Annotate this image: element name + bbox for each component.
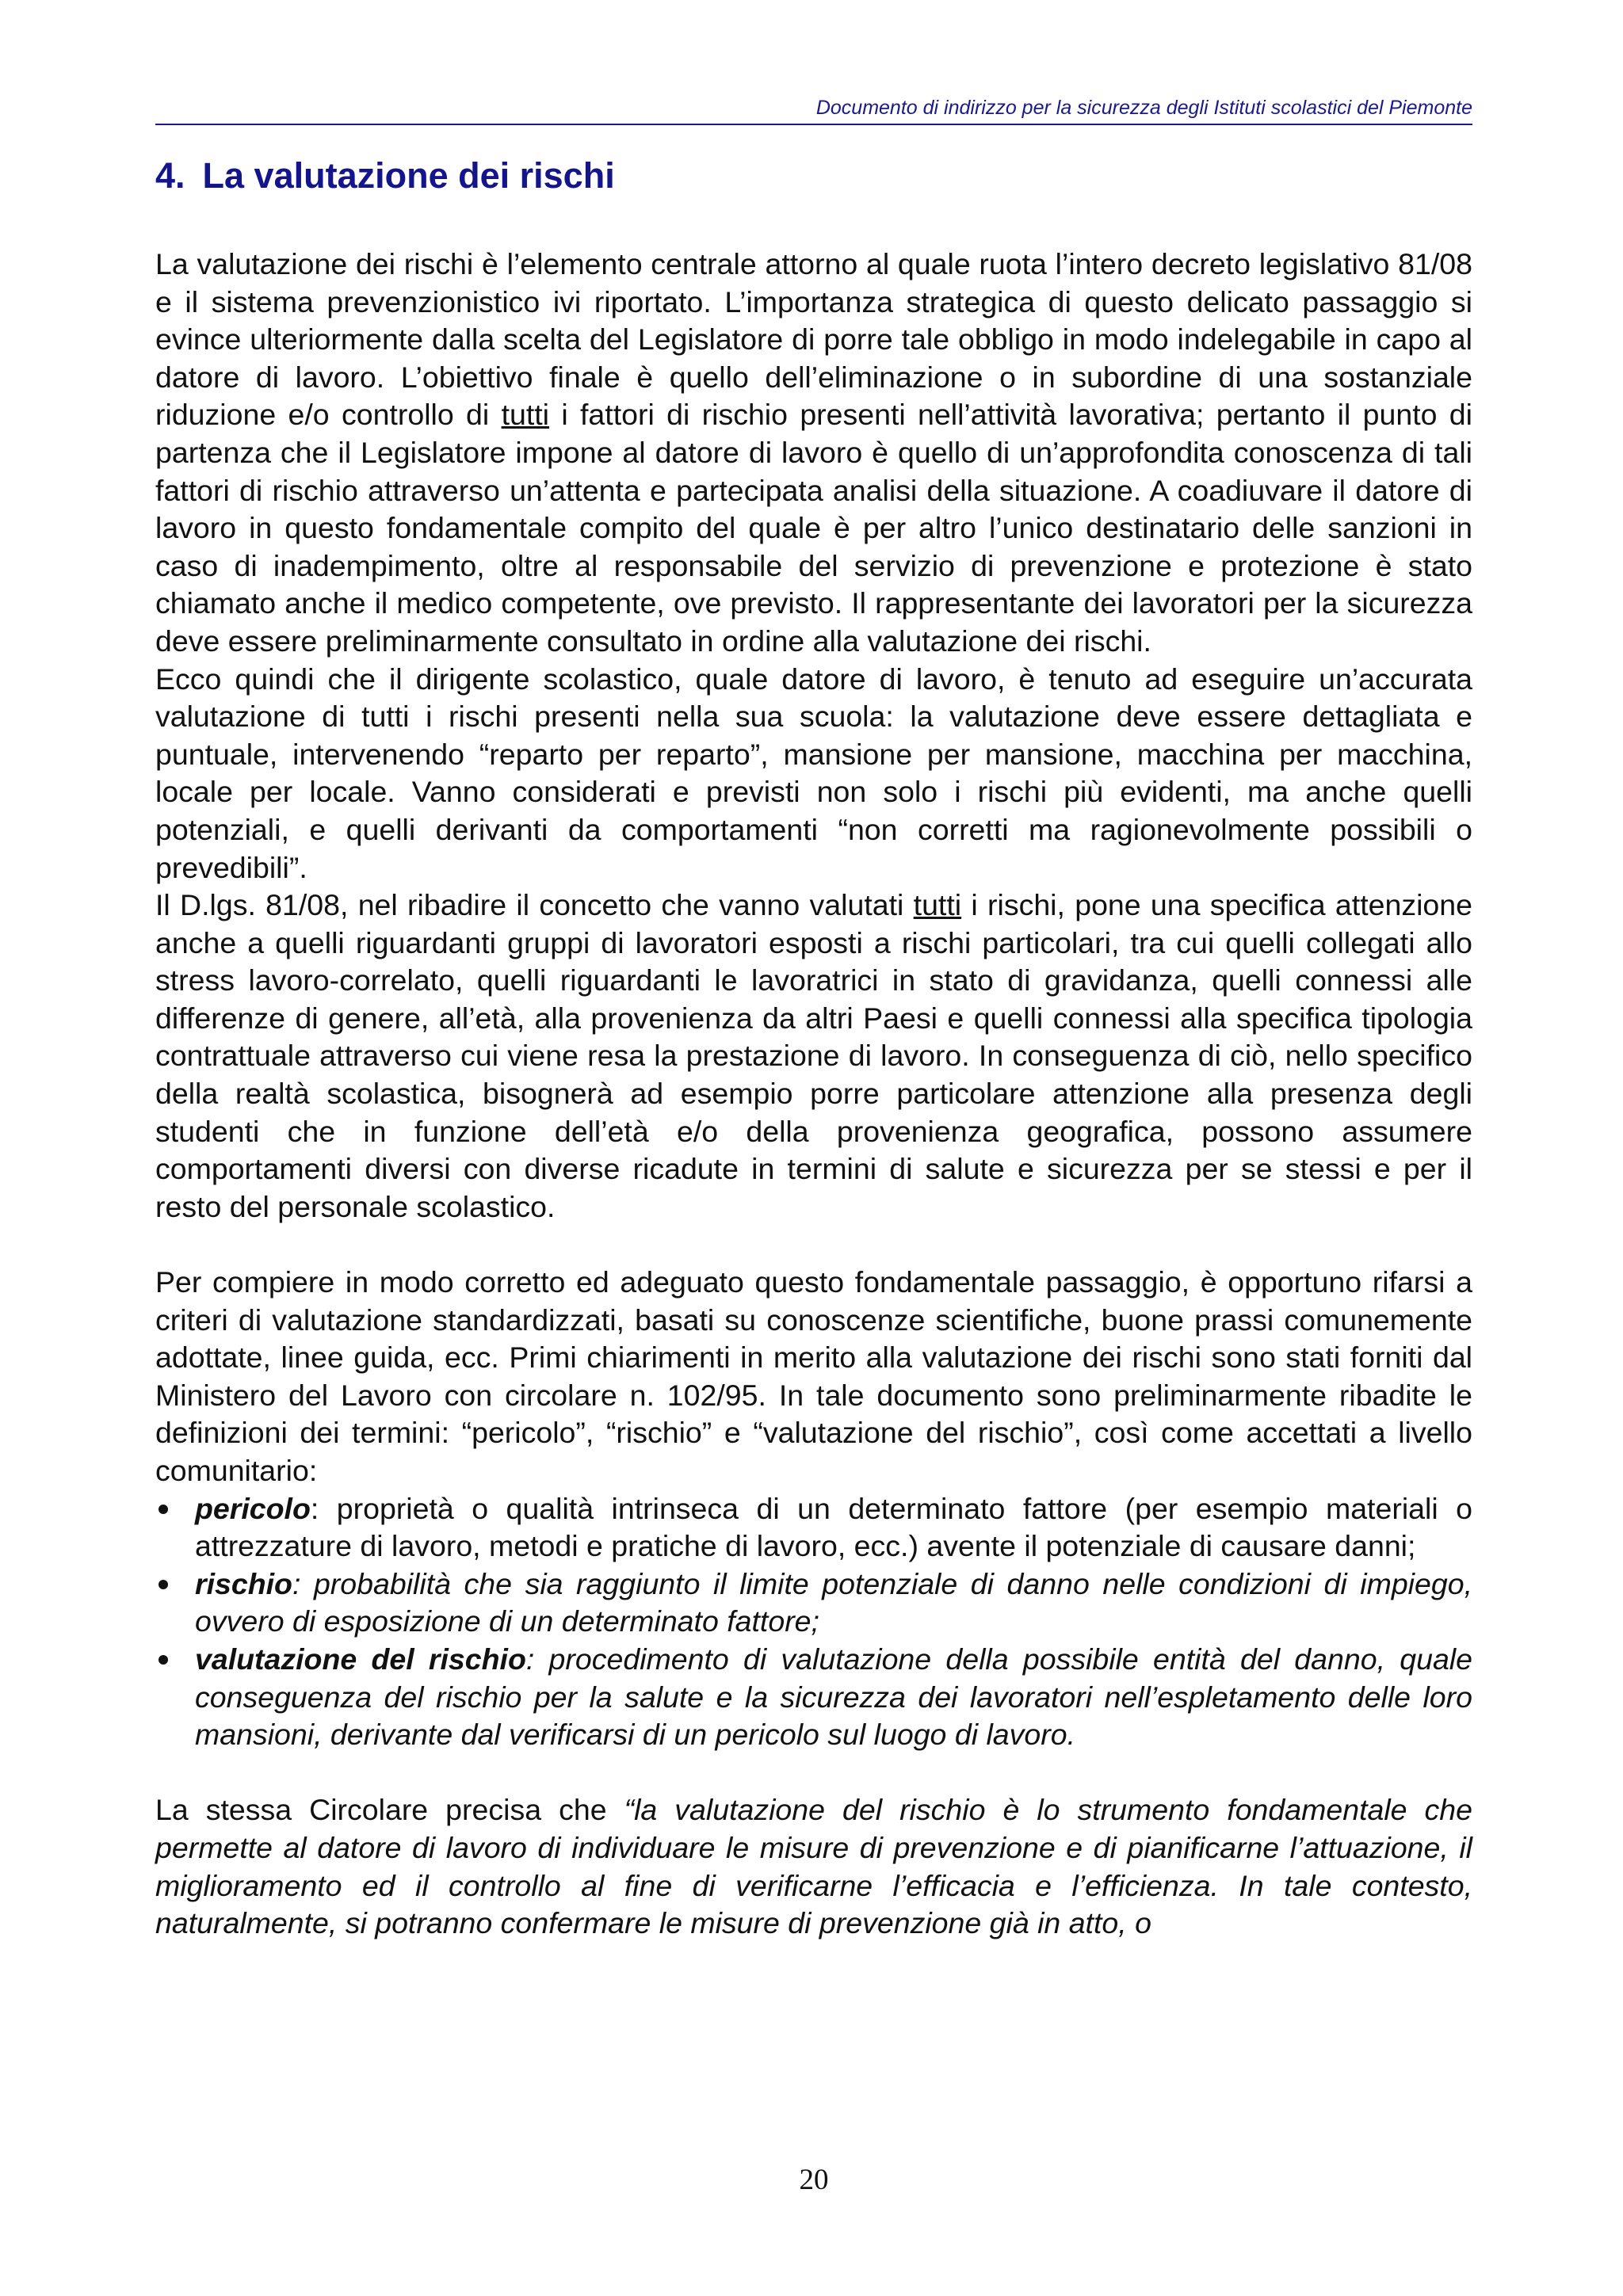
definitions-list — [155, 1490, 1472, 1754]
definition-text: probabilità che sia raggiunto il limite potenziale di danno nelle condizioni di impiego, ovvero di esposizione di un determinato fattore; — [195, 1566, 1472, 1638]
paragraph-2: Ecco quindi che il dirigente scolastico, quale datore di lavoro, è tenuto ad eseguire un’accurata valutazione di tutti i rischi presenti nella sua scuola: la valutazione deve essere dettagliata e puntuale, intervenendo “reparto per reparto”, mansione per mansione, macchina per macchina, locale per locale. Vanno considerati e previsti non solo i rischi più evidenti, ma anche quelli potenziali, e quelli derivanti da comportamenti “non corretti ma ragionevolmente possibili o prevedibili”. — [155, 662, 1472, 884]
list-item: valutazione del rischio: procedimento di valutazione della possibile entità del danno, quale conseguenza del rischio per la salute e la sicurezza dei lavoratori nell’espletamento delle loro mansioni, derivante dal verificarsi di un pericolo sul luogo di lavoro. — [155, 1641, 1472, 1754]
paragraph-5: La stessa Circolare precisa che “la valutazione del rischio è lo strumento fondamentale che permette al datore di lavoro di individuare le misure di prevenzione e di pianificarne l’attuazione, il miglioramento ed il controllo al fine di verificarne l’efficacia e l’efficienza. In tale contesto, naturalmente, si potranno confermare le misure di prevenzione già in atto, o — [155, 1793, 1473, 1940]
section-title: La valutazione dei rischi — [202, 155, 615, 196]
section-heading — [155, 155, 615, 196]
list-item: rischio: probabilità che sia raggiunto il limite potenziale di danno nelle condizioni di impiego, ovvero di esposizione di un determinato fattore; — [155, 1566, 1472, 1641]
running-header-title: Documento di indirizzo per la sicurezza degli Istituti scolastici del Piemonte — [815, 97, 1472, 119]
underlined-word: tutti — [913, 888, 962, 922]
bullet-icon — [158, 1655, 168, 1665]
definition-term: pericolo — [195, 1491, 311, 1525]
definition-term: rischio — [195, 1566, 292, 1600]
bullet-icon — [158, 1505, 168, 1514]
paragraph-3: Il D.lgs. 81/08, nel ribadire il concetto che vanno valutati tutti i rischi, pone una specifica attenzione anche a quelli riguardanti gruppi di lavoratori esposti a rischi particolari, tra cui quelli collegati allo stress lavoro-correlato, quelli riguardanti le lavoratrici in stato di gravidanza, quelli connessi alle differenze di genere, all’età, alla provenienza da altri Paesi e quelli connessi alla specifica tipologia contrattuale attraverso cui viene resa la prestazione di lavoro. In conseguenza di ciò, nello specifico della realtà scolastica, bisognerà ad esempio porre particolare attenzione alla presenza degli studenti che in funzione dell’età e/o della provenienza geografica, possono assumere comportamenti diversi con diverse ricadute in termini di salute e sicurezza per se stessi e per il resto del personale scolastico. — [155, 888, 1472, 1223]
body-text — [155, 246, 1472, 1943]
paragraph-1: La valutazione dei rischi è l’elemento centrale attorno al quale ruota l’intero decreto legislativo 81/08 e il sistema prevenzionistico ivi riportato. L’importanza strategica di questo delicato passaggio si evince ulteriormente dalla scelta del Legislatore di porre tale obbligo in modo indelegabile in capo al datore di lavoro. L’obiettivo finale è quello dell’eliminazione o in subordine di una sostanziale riduzione e/o controllo di tutti i fattori di rischio presenti nell’attività lavorativa; pertanto il punto di partenza che il Legislatore impone al datore di lavoro è quello di un’approfondita conoscenza di tali fattori di rischio attraverso un’attenta e partecipata analisi della situazione. A coadiuvare il datore di lavoro in questo fondamentale compito del quale è per altro l’unico destinatario delle sanzioni in caso di inadempimento, oltre al responsabile del servizio di prevenzione e protezione è stato chiamato anche il medico competente, ove previsto. Il rappresentante dei lavoratori per la sicurezza deve essere preliminarmente consultato in ordine alla valutazione dei rischi. — [155, 247, 1472, 658]
list-item: pericolo: proprietà o qualità intrinseca di un determinato fattore (per esempio materiali o attrezzature di lavoro, metodi e pratiche di lavoro, ecc.) avente il potenziale di causare danni; — [155, 1490, 1472, 1566]
section-number: 4. — [155, 155, 185, 196]
definition-text: proprietà o qualità intrinseca di un determinato fattore (per esempio materiali o attrezzature di lavoro, metodi e pratiche di lavoro, ecc.) avente il potenziale di causare danni; — [195, 1491, 1472, 1563]
definition-term: valutazione del rischio — [195, 1642, 526, 1676]
running-header — [155, 95, 1472, 125]
page-number: 20 — [799, 2164, 829, 2196]
underlined-word: tutti — [501, 398, 550, 432]
bullet-icon — [158, 1580, 168, 1589]
paragraph-4: Per compiere in modo corretto ed adeguato questo fondamentale passaggio, è opportuno rifarsi a criteri di valutazione standardizzati, basati su conoscenze scientifiche, buone prassi comunemente adottate, linee guida, ecc. Primi chiarimenti in merito alla valutazione dei rischi sono stati forniti dal Ministero del Lavoro con circolare n. 102/95. In tale documento sono preliminarmente ribadite le definizioni dei termini: “pericolo”, “rischio” e “valutazione del rischio”, così come accettati a livello comunitario: — [155, 1265, 1472, 1487]
circolare-quote: “la valutazione del rischio è lo strumento fondamentale che permette al datore di lavoro di individuare le misure di prevenzione e di pianificarne l’attuazione, il miglioramento ed il controllo al fine di verificarne l’efficacia e l’efficienza. In tale contesto, naturalmente, si potranno confermare le misure di prevenzione già in atto, o — [155, 1793, 1473, 1940]
definition-text: procedimento di valutazione della possibile entità del danno, quale conseguenza del rischio per la salute e la sicurezza dei lavoratori nell’espletamento delle loro mansioni, derivante dal verificarsi di un pericolo sul luogo di lavoro. — [195, 1642, 1472, 1752]
document-page — [155, 0, 1472, 2296]
